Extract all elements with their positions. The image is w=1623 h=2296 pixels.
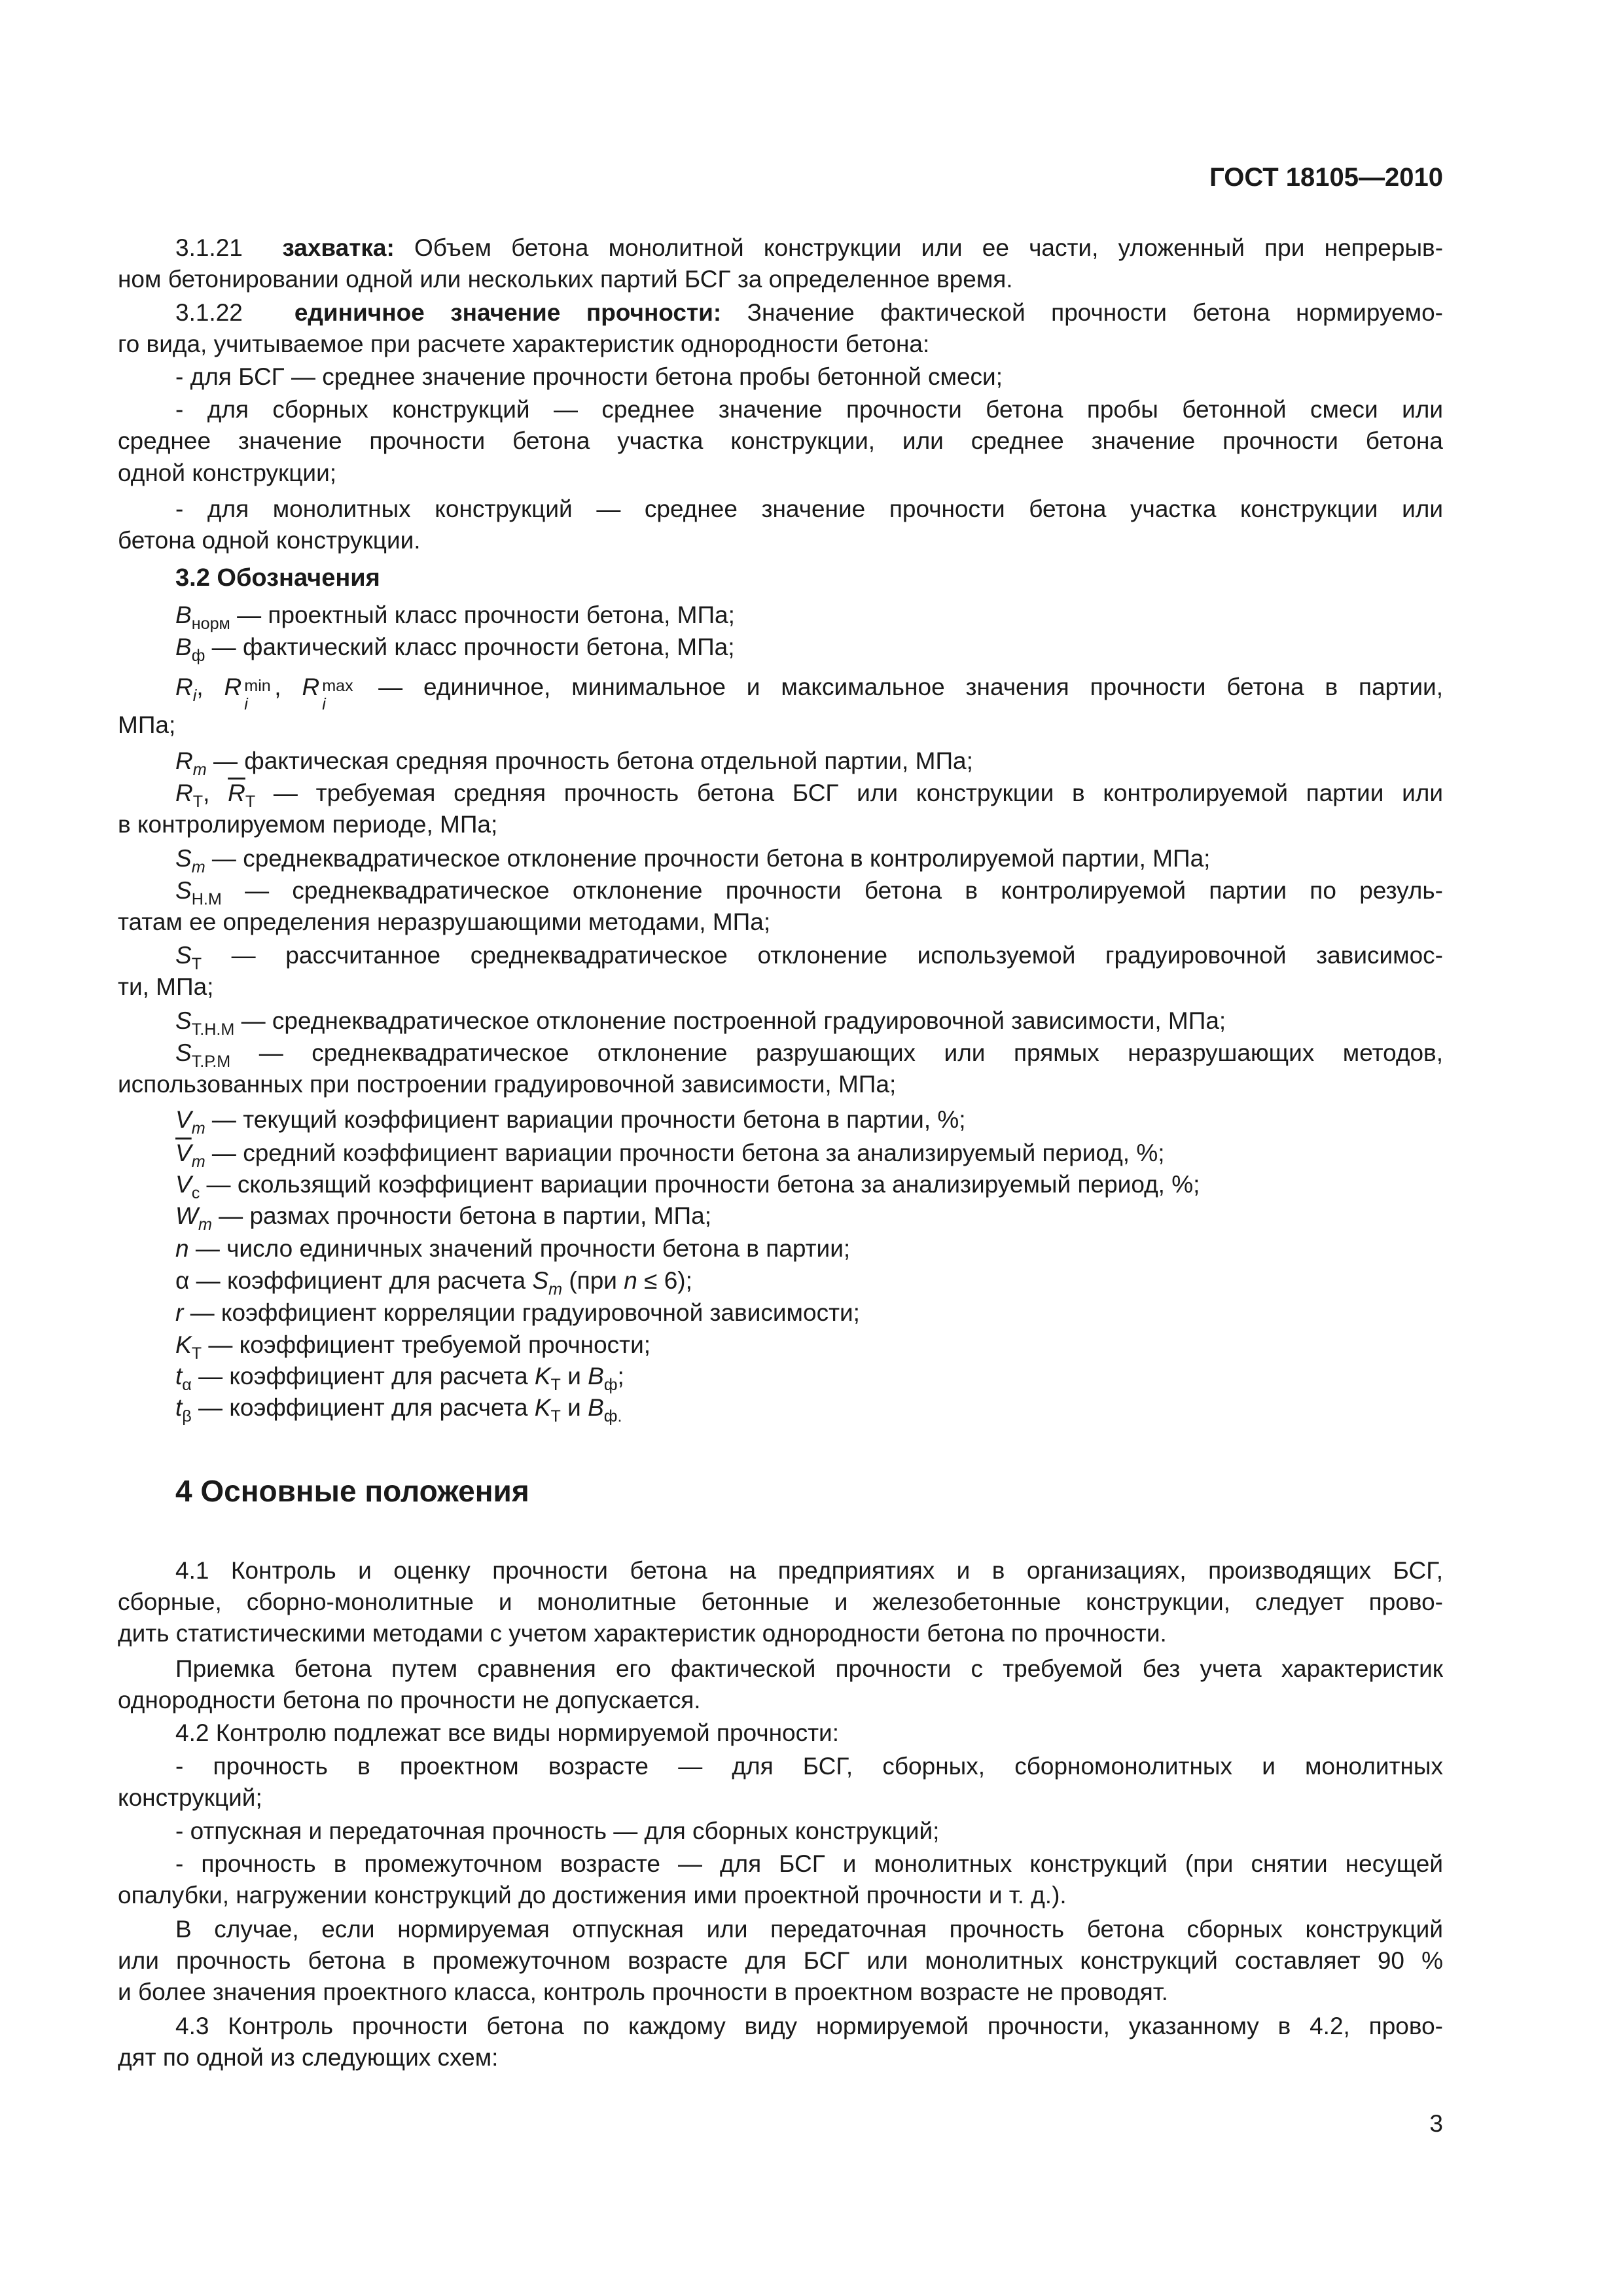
symbol-definition: $W_m$ — размах прочности бетона в партии, МПа; bbox=[175, 1202, 711, 1234]
clause-number: 3.1.22 bbox=[175, 299, 243, 326]
term: единичное значение прочности: bbox=[294, 299, 722, 326]
text-line: однородности бетона по прочности не допускается. bbox=[118, 1687, 701, 1713]
text-line: Приемка бетона путем сравнения его фактической прочности с требуемой без учета характеристик bbox=[175, 1655, 1443, 1682]
text-line: татам ее определения неразрушающими методами, МПа; bbox=[118, 908, 771, 935]
definition-text: Объем бетона монолитной конструкции или ее части, уложенный при непрерыв- bbox=[414, 234, 1444, 261]
text-line: среднее значение прочности бетона участка конструкции, или среднее значение прочности бетона bbox=[118, 427, 1443, 454]
text-line: дят по одной из следующих схем: bbox=[118, 2044, 499, 2071]
list-item: - прочность в проектном возрасте — для БСГ, сборных, сборномонолитных и монолитных bbox=[175, 1753, 1443, 1780]
symbol-definition: $t_\alpha$ — коэффициент для расчета $K_Т$ и $B_ф$; bbox=[175, 1363, 624, 1394]
document-header: ГОСТ 18105—2010 bbox=[1209, 163, 1443, 192]
text-line: опалубки, нагружении конструкций до достижения ими проектной прочности и т. д.). bbox=[118, 1882, 1067, 1909]
list-item: - для БСГ — среднее значение прочности бетона пробы бетонной смеси; bbox=[175, 363, 1003, 390]
text-line: или прочность бетона в промежуточном возрасте для БСГ или монолитных конструкций составляет 90 % bbox=[118, 1947, 1443, 1974]
symbol-definition: $S_Т$ — рассчитанное среднеквадратическое отклонение используемой градуировочной зависимос- bbox=[175, 942, 1443, 973]
symbol-definition: $R_m$ — фактическая средняя прочность бетона отдельной партии, МПа; bbox=[175, 747, 973, 779]
paragraph-4-1-line: 4.1 Контроль и оценку прочности бетона на предприятиях и в организациях, производящих БСГ, bbox=[175, 1557, 1443, 1584]
term: захватка: bbox=[282, 234, 395, 261]
text-line: одной конструкции; bbox=[118, 459, 337, 486]
symbol-definition: $S_m$ — среднеквадратическое отклонение прочности бетона в контролируемой партии, МПа; bbox=[175, 845, 1211, 876]
paragraph-4-3-line: 4.3 Контроль прочности бетона по каждому виду нормируемой прочности, указанному в 4.2, прово- bbox=[175, 2013, 1443, 2039]
text-line: ном бетонировании одной или нескольких партий БСГ за определенное время. bbox=[118, 266, 1013, 293]
symbol-definition: $R_Т$, $\overline{R}_Т$ — требуемая средняя прочность бетона БСГ или конструкции в контролируемой партии или bbox=[175, 780, 1443, 811]
clause-number: 3.1.21 bbox=[175, 234, 243, 261]
list-item: - прочность в промежуточном возрасте — для БСГ и монолитных конструкций (при снятии несущей bbox=[175, 1850, 1443, 1877]
symbol-definition: $B_{норм}$ — проектный класс прочности бетона, МПа; bbox=[175, 601, 735, 633]
definition-text: Значение фактической прочности бетона нормируемо- bbox=[747, 299, 1443, 326]
section-heading-4: 4 Основные положения bbox=[175, 1474, 529, 1508]
list-item: - отпускная и передаточная прочность — для сборных конструкций; bbox=[175, 1818, 940, 1844]
text-line: и более значения проектного класса, контроль прочности в проектном возрасте не проводят. bbox=[118, 1979, 1168, 2005]
text-line: ти, МПа; bbox=[118, 973, 214, 1000]
list-item: - для монолитных конструкций — среднее значение прочности бетона участка конструкции или bbox=[175, 495, 1443, 522]
text-line: использованных при построении градуировочной зависимости, МПа; bbox=[118, 1071, 897, 1098]
symbol-definition: $t_\beta$ — коэффициент для расчета $K_Т$ и $B_{ф.}$ bbox=[175, 1394, 622, 1426]
symbol-definition: $\overline{V}_m$ — средний коэффициент вариации прочности бетона за анализируемый период, %; bbox=[175, 1139, 1165, 1171]
symbol-definition: $V_с$ — скользящий коэффициент вариации прочности бетона за анализируемый период, %; bbox=[175, 1171, 1200, 1202]
list-item: - для сборных конструкций — среднее значение прочности бетона пробы бетонной смеси или bbox=[175, 396, 1443, 423]
symbol-definition: $V_m$ — текущий коэффициент вариации прочности бетона в партии, %; bbox=[175, 1106, 966, 1138]
text-line: дить статистическими методами с учетом характеристик однородности бетона по прочности. bbox=[118, 1620, 1167, 1647]
text-line: бетона одной конструкции. bbox=[118, 527, 421, 554]
text-line: МПа; bbox=[118, 711, 176, 738]
symbol-definition: $S_{Н.М}$ — среднеквадратическое отклонение прочности бетона в контролируемой партии по резуль- bbox=[175, 877, 1443, 908]
text-line: В случае, если нормируемая отпускная или передаточная прочность бетона сборных конструкций bbox=[175, 1916, 1443, 1943]
symbol-definition: $S_{Т.Р.М}$ — среднеквадратическое отклонение разрушающих или прямых неразрушающих методов, bbox=[175, 1039, 1443, 1071]
text-line: конструкций; bbox=[118, 1784, 262, 1811]
text-line: в контролируемом периоде, МПа; bbox=[118, 811, 498, 838]
symbol-definition: $S_{Т.Н.М}$ — среднеквадратическое отклонение построенной градуировочной зависимости, МПа; bbox=[175, 1007, 1226, 1039]
symbol-definition: $B_ф$ — фактический класс прочности бетона, МПа; bbox=[175, 634, 735, 665]
symbol-definition: r — коэффициент корреляции градуировочной зависимости; bbox=[175, 1299, 860, 1326]
paragraph-4-2-line: 4.2 Контролю подлежат все виды нормируемой прочности: bbox=[175, 1719, 839, 1746]
symbol-definition: n — число единичных значений прочности бетона в партии; bbox=[175, 1235, 851, 1262]
symbol-definition: $R_i$, R min i , R max i — единичное, минимальное и максимальное значения прочности бетона в партии, bbox=[175, 673, 1443, 713]
paragraph-3-1-21-line bbox=[175, 233, 1443, 263]
symbol-definition: α — коэффициент для расчета $S_m$ (при n ≤ 6); bbox=[175, 1267, 692, 1299]
text-line: сборные, сборно-монолитные и монолитные бетонные и железобетонные конструкции, следует прово- bbox=[118, 1588, 1443, 1615]
page-number: 3 bbox=[1429, 2110, 1443, 2137]
section-heading-3-2: 3.2 Обозначения bbox=[175, 564, 380, 592]
symbol-definition: $K_Т$ — коэффициент требуемой прочности; bbox=[175, 1331, 651, 1363]
paragraph-3-1-22-line bbox=[175, 298, 1443, 328]
text-line: го вида, учитываемое при расчете характеристик однородности бетона: bbox=[118, 331, 930, 357]
